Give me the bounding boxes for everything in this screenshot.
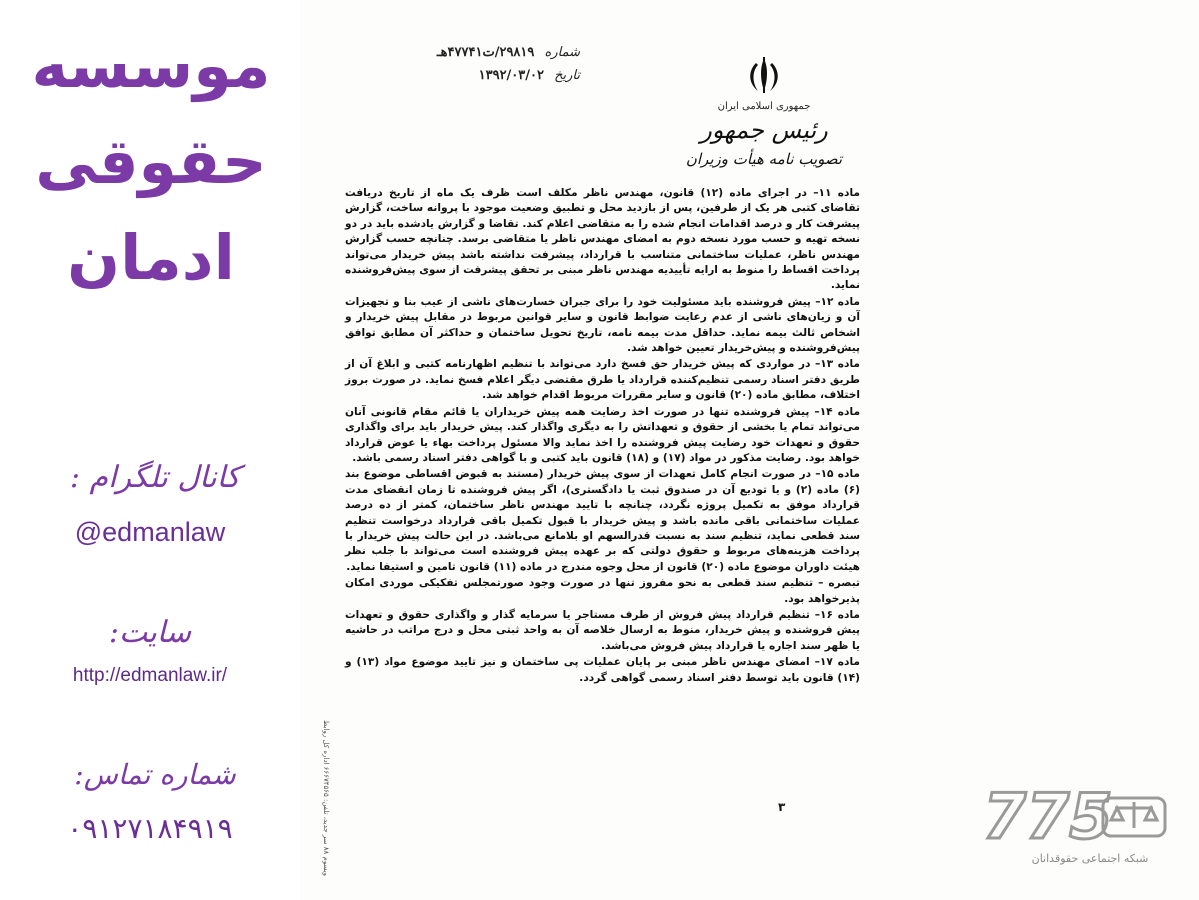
date-row: [380, 68, 580, 83]
paragraph-article-16: ماده ۱۶– تنظیم قرارداد پیش فروش از طرف مستاجر یا سرمایه گذار و واگذاری حقوق و تعهدات پیش فروشنده و پیش خریدار، منوط به ارسال خلاصه آن به واحد ثبتی محل و درج مراتب در حاشیه یا ظهر سند اجاره یا قرارداد پیش فروش می‌باشد.: [345, 608, 860, 652]
paragraph-article-15: ماده ۱۵– در صورت انجام کامل تعهدات از سوی پیش خریدار (مستند به قبوض اقساطی موضوع بند (۶) ماده (۲) و یا تودیع آن در صندوق ثبت یا دادگستری)، اگر پیش فروشنده تا زمان انقضای مدت قرارداد موفق به تکمیل پروژه نگردد، چنانچه با تایید مهندس ناظر ساختمان، کمتر از ده درصد عملیات ساختمانی باقی مانده باشد و پیش خریدار با قبول تکمیل باقی قرارداد درخواست تنظیم سند قطعی نماید، تنظیم سند به نسبت قدرالسهم او بلامانع می‌باشد. در این حالت پیش خریدار با پرداخت هزینه‌های مربوط و حقوق دولتی که بر عهده پیش فروشنده است می‌تواند با جلب نظر هیئت داوران موضوع ماده (۲۰) قانون از محل وجوه مندرج در ماده (۱۱) قانون تامین و استیفا نماید.: [345, 468, 860, 573]
paragraph-article-14: ماده ۱۴– پیش فروشنده تنها در صورت اخذ رضایت همه پیش خریداران یا قائم مقام قانونی آنان می‌تواند تمام یا بخشی از حقوق و تعهداتش را به دیگری واگذار کند. پیش خریدار باید برای واگذاری حقوق و تعهدات خود رضایت پیش فروشنده را اخذ نماید والا مسئول پرداخت بهاء یا عوض قرارداد خواهد بود. رضایت مذکور در مواد (۱۷) و (۱۸) قانون باید کتبی و با گواهی دفتر اسناد رسمی باشد.: [345, 405, 861, 464]
document-meta: [380, 45, 580, 91]
brand-title: [20, 18, 282, 306]
number-label: شماره: [544, 45, 580, 60]
paragraph-article-13: ماده ۱۳– در مواردی که پیش خریدار حق فسخ دارد می‌تواند با تنظیم اظهارنامه کتبی و ابلاغ آن از طریق دفتر اسناد رسمی تنظیم‌کننده قرارداد یا طرق مقتضی دیگر اعلام فسخ نماید. در صورت بروز اختلاف، مطابق ماده (۲۰) قانون و سایر مقررات مربوط اقدام خواهد شد.: [345, 358, 860, 402]
watermark-number: 775: [983, 780, 1113, 850]
telegram-label: کانال تلگرام :: [69, 460, 241, 495]
watermark: [975, 780, 1175, 870]
telegram-handle: @edmanlaw: [74, 517, 226, 547]
page-number: ۳: [778, 800, 786, 814]
letterhead: [659, 55, 869, 168]
date-value: ۱۳۹۲/۰۳/۰۲: [478, 68, 544, 83]
site-url: http://edmanlaw.ir/: [72, 665, 228, 686]
brand-line-1: موسسه: [31, 29, 271, 102]
paragraph-article-12: ماده ۱۲– پیش فروشنده باید مسئولیت خود را برای جبران خسارت‌های ناشی از عیب بنا و تجهیزات آن و زیان‌های ناشی از عدم رعایت ضوابط قانون و سایر قوانین مربوط در مقابل پیش خریدار و اشخاص ثالث بیمه نماید. حداقل مدت بیمه نامه، تاریخ تحویل ساختمان و حداکثر آن مطابق توافق پیش‌فروشنده و پیش‌خریدار تعیین خواهد شد.: [345, 295, 860, 355]
margin-note-text: ویسوم ۸۸ سر جدید، تلفن: ۶۶۶۷۴۵۶۵ اداره کل روابط: [322, 720, 330, 877]
margin-note: [322, 720, 338, 877]
iran-emblem-icon: [736, 55, 792, 95]
site-label: سایت:: [108, 615, 192, 650]
watermark-text: شبکه اجتماعی حقوقدانان: [1031, 852, 1149, 865]
phone-number: ۰۹۱۲۷۱۸۴۹۱۹: [67, 812, 233, 845]
scanned-document: [300, 0, 1199, 900]
letterhead-title: رئیس جمهور: [700, 116, 828, 144]
paragraph-article-17: ماده ۱۷– امضای مهندس ناظر مبنی بر پایان عملیات پی ساختمان و نیز تایید موضوع مواد (۱۳) و (۱۴) قانون باید توسط دفتر اسناد رسمی گواهی گردد.: [345, 656, 860, 684]
number-row: [380, 45, 580, 60]
date-label: تاریخ: [554, 68, 580, 83]
brand-line-2: حقوقی: [35, 125, 267, 198]
letterhead-subtitle: تصویب نامه هیأت وزیران: [685, 150, 843, 168]
scales-of-justice-logo-icon: [975, 780, 1175, 850]
document-body: [345, 186, 860, 687]
letterhead-republic: جمهوری اسلامی ایران: [717, 101, 811, 112]
paragraph-article-11: ماده ۱۱– در اجرای ماده (۱۲) قانون، مهندس ناظر مکلف است ظرف یک ماه از تاریخ دریافت تقاضای کتبی هر یک از طرفین، پس از بازدید محل و تطبیق وضعیت موجود با پروانه ساخت، گزارش پیشرفت کار و درصد اقدامات انجام شده را به متقاضی اعلام کند. تقاضا و گزارش یادشده باید در دو نسخه تهیه و حسب مورد نسخه دوم به امضای مهندس ناظر یا متقاضی برسد. چنانچه حسب گزارش مهندس ناظر، عملیات ساختمانی متناسب با قرارداد، پیشرفت نداشته باشد پیش خریدار می‌تواند پرداخت اقساط را منوط به ارایه تأییدیه مهندس ناظر مبنی بر تحقق پیشرفت از سوی پیش‌فروشنده نماید.: [345, 187, 860, 292]
paragraph-note: تبصره – تنظیم سند قطعی به نحو مفروز تنها در صورت وجود صورتمجلس تفکیکی موردی امکان پذیرخواهد بود.: [345, 577, 860, 605]
number-value: ۲۹۸۱۹/ت۴۷۷۴۱هـ: [436, 45, 535, 60]
brand-line-3: ادمان: [67, 221, 235, 294]
phone-label: شماره تماس:: [74, 758, 236, 791]
sidebar-panel: [0, 0, 300, 900]
